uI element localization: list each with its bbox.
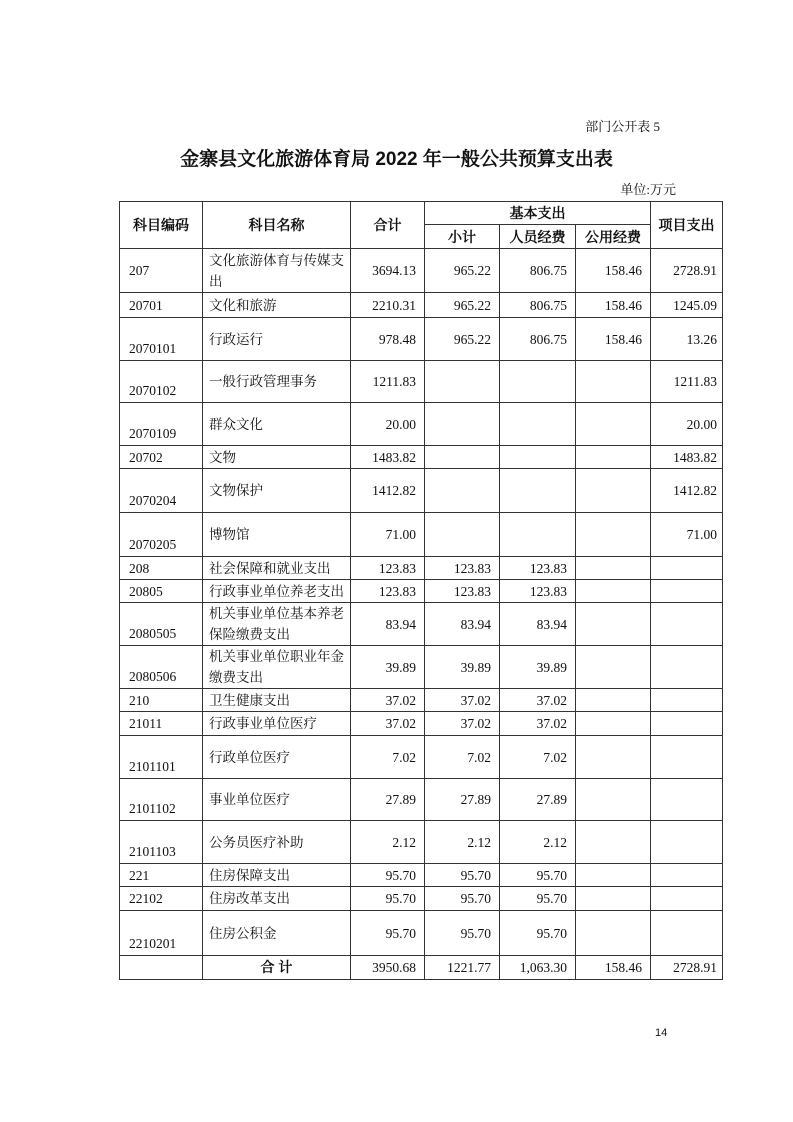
cell-project: 2728.91 [651,956,723,980]
table-row [120,557,723,580]
cell-project: 2728.91 [651,249,723,293]
cell-total: 3950.68 [351,956,425,980]
cell-name: 卫生健康支出 [203,689,351,712]
cell-personnel [500,446,576,469]
total-row [120,956,723,980]
cell-subtotal [425,446,500,469]
cell-project: 71.00 [651,513,723,557]
cell-total: 83.94 [351,603,425,646]
cell-public-expense [576,646,651,689]
cell-project [651,580,723,603]
cell-project [651,736,723,779]
cell-name: 行政事业单位医疗 [203,712,351,736]
cell-name: 公务员医疗补助 [203,821,351,864]
cell-name: 行政单位医疗 [203,736,351,779]
table-row [120,361,723,403]
cell-project: 1245.09 [651,293,723,318]
page-title: 金寨县文化旅游体育局 2022 年一般公共预算支出表 [180,149,613,170]
cell-code: 2080506 [120,646,203,689]
table-row [120,318,723,361]
cell-public-expense: 158.46 [576,293,651,318]
table-row [120,513,723,557]
cell-public-expense [576,557,651,580]
cell-project: 1211.83 [651,361,723,403]
cell-total: 3694.13 [351,249,425,293]
cell-subtotal: 123.83 [425,580,500,603]
cell-personnel: 806.75 [500,249,576,293]
cell-subtotal: 123.83 [425,557,500,580]
cell-total: 71.00 [351,513,425,557]
cell-code: 2080505 [120,603,203,646]
cell-total: 95.70 [351,864,425,887]
table-number-label: 部门公开表 5 [585,119,660,134]
cell-subtotal: 2.12 [425,821,500,864]
cell-code: 20701 [120,293,203,318]
cell-code: 2070205 [120,513,203,557]
cell-name: 博物馆 [203,513,351,557]
cell-personnel: 806.75 [500,318,576,361]
cell-name: 文物 [203,446,351,469]
cell-total: 20.00 [351,403,425,446]
cell-code: 2070101 [120,318,203,361]
cell-public-expense [576,580,651,603]
cell-project [651,603,723,646]
table-row [120,646,723,689]
cell-subtotal [425,469,500,513]
cell-personnel: 123.83 [500,580,576,603]
cell-public-expense [576,469,651,513]
table-row [120,293,723,318]
header-basic-expense: 基本支出 [425,202,651,225]
cell-code [120,956,203,980]
budget-table [119,201,723,980]
cell-public-expense [576,513,651,557]
cell-name: 住房改革支出 [203,887,351,911]
table-row [120,779,723,821]
cell-public-expense: 158.46 [576,956,651,980]
cell-public-expense [576,864,651,887]
cell-public-expense [576,603,651,646]
cell-personnel: 806.75 [500,293,576,318]
cell-total: 1483.82 [351,446,425,469]
cell-personnel: 95.70 [500,887,576,911]
table-row [120,864,723,887]
cell-total: 1412.82 [351,469,425,513]
cell-name: 行政事业单位养老支出 [203,580,351,603]
cell-personnel: 37.02 [500,712,576,736]
table-row [120,911,723,956]
cell-name: 文化和旅游 [203,293,351,318]
cell-name: 文物保护 [203,469,351,513]
cell-project: 1412.82 [651,469,723,513]
cell-project [651,712,723,736]
table-row [120,446,723,469]
cell-name: 文化旅游体育与传媒支出 [203,249,351,293]
cell-project [651,779,723,821]
cell-total: 27.89 [351,779,425,821]
cell-code: 208 [120,557,203,580]
cell-total: 2210.31 [351,293,425,318]
cell-subtotal: 7.02 [425,736,500,779]
table-row [120,249,723,293]
cell-total: 39.89 [351,646,425,689]
cell-public-expense [576,712,651,736]
table-body [120,249,723,980]
cell-subtotal: 965.22 [425,249,500,293]
cell-code: 21011 [120,712,203,736]
cell-personnel: 1,063.30 [500,956,576,980]
header-subtotal: 小计 [425,225,500,249]
cell-code: 20702 [120,446,203,469]
cell-subtotal: 83.94 [425,603,500,646]
cell-subtotal: 27.89 [425,779,500,821]
cell-code: 2070102 [120,361,203,403]
table-row [120,887,723,911]
cell-public-expense [576,736,651,779]
cell-name: 一般行政管理事务 [203,361,351,403]
cell-code: 20805 [120,580,203,603]
table-row [120,603,723,646]
cell-code: 210 [120,689,203,712]
cell-total: 95.70 [351,911,425,956]
cell-public-expense [576,821,651,864]
cell-total: 123.83 [351,557,425,580]
cell-code: 207 [120,249,203,293]
unit-label: 单位:万元 [620,182,676,197]
cell-code: 2070109 [120,403,203,446]
cell-code: 2210201 [120,911,203,956]
page-number: 14 [655,1027,668,1039]
cell-subtotal [425,513,500,557]
cell-public-expense [576,689,651,712]
cell-subtotal: 95.70 [425,864,500,887]
table-row [120,712,723,736]
cell-personnel [500,469,576,513]
cell-name: 群众文化 [203,403,351,446]
cell-total: 2.12 [351,821,425,864]
cell-code: 221 [120,864,203,887]
cell-name: 事业单位医疗 [203,779,351,821]
cell-project [651,557,723,580]
table-row [120,821,723,864]
cell-total: 123.83 [351,580,425,603]
cell-personnel: 95.70 [500,911,576,956]
cell-code: 2070204 [120,469,203,513]
header-total: 合计 [351,202,425,249]
table-row [120,736,723,779]
cell-name: 住房公积金 [203,911,351,956]
cell-subtotal: 37.02 [425,689,500,712]
cell-public-expense [576,361,651,403]
header-name: 科目名称 [203,202,351,249]
cell-subtotal: 965.22 [425,318,500,361]
table-row [120,403,723,446]
cell-subtotal: 39.89 [425,646,500,689]
cell-personnel: 27.89 [500,779,576,821]
cell-public-expense [576,403,651,446]
cell-subtotal: 1221.77 [425,956,500,980]
cell-personnel: 37.02 [500,689,576,712]
cell-name: 机关事业单位职业年金缴费支出 [203,646,351,689]
cell-subtotal [425,361,500,403]
cell-project [651,646,723,689]
cell-project: 20.00 [651,403,723,446]
cell-subtotal: 95.70 [425,911,500,956]
table-row [120,689,723,712]
header-public-expense: 公用经费 [576,225,651,249]
cell-project: 13.26 [651,318,723,361]
cell-project [651,911,723,956]
cell-personnel: 39.89 [500,646,576,689]
cell-total: 95.70 [351,887,425,911]
cell-personnel: 2.12 [500,821,576,864]
cell-public-expense [576,911,651,956]
cell-subtotal [425,403,500,446]
header-code: 科目编码 [120,202,203,249]
cell-code: 2101102 [120,779,203,821]
cell-code: 2101103 [120,821,203,864]
cell-subtotal: 95.70 [425,887,500,911]
cell-total: 978.48 [351,318,425,361]
header-row [120,202,723,225]
cell-name: 行政运行 [203,318,351,361]
cell-code: 2101101 [120,736,203,779]
cell-project: 1483.82 [651,446,723,469]
cell-personnel: 83.94 [500,603,576,646]
cell-personnel [500,403,576,446]
cell-personnel [500,513,576,557]
cell-code: 22102 [120,887,203,911]
cell-public-expense: 158.46 [576,249,651,293]
cell-project [651,821,723,864]
table-header [120,202,723,249]
cell-total: 37.02 [351,689,425,712]
header-personnel: 人员经费 [500,225,576,249]
cell-public-expense [576,446,651,469]
table-row [120,469,723,513]
header-project: 项目支出 [651,202,723,249]
cell-total: 37.02 [351,712,425,736]
cell-public-expense [576,887,651,911]
cell-name: 住房保障支出 [203,864,351,887]
cell-total: 7.02 [351,736,425,779]
cell-project [651,887,723,911]
cell-name: 机关事业单位基本养老保险缴费支出 [203,603,351,646]
cell-personnel: 95.70 [500,864,576,887]
cell-project [651,689,723,712]
cell-project [651,864,723,887]
cell-public-expense [576,779,651,821]
cell-personnel: 7.02 [500,736,576,779]
cell-personnel [500,361,576,403]
cell-total: 1211.83 [351,361,425,403]
cell-subtotal: 37.02 [425,712,500,736]
table-row [120,580,723,603]
cell-personnel: 123.83 [500,557,576,580]
cell-public-expense: 158.46 [576,318,651,361]
cell-name: 社会保障和就业支出 [203,557,351,580]
cell-subtotal: 965.22 [425,293,500,318]
total-label: 合 计 [203,956,351,980]
